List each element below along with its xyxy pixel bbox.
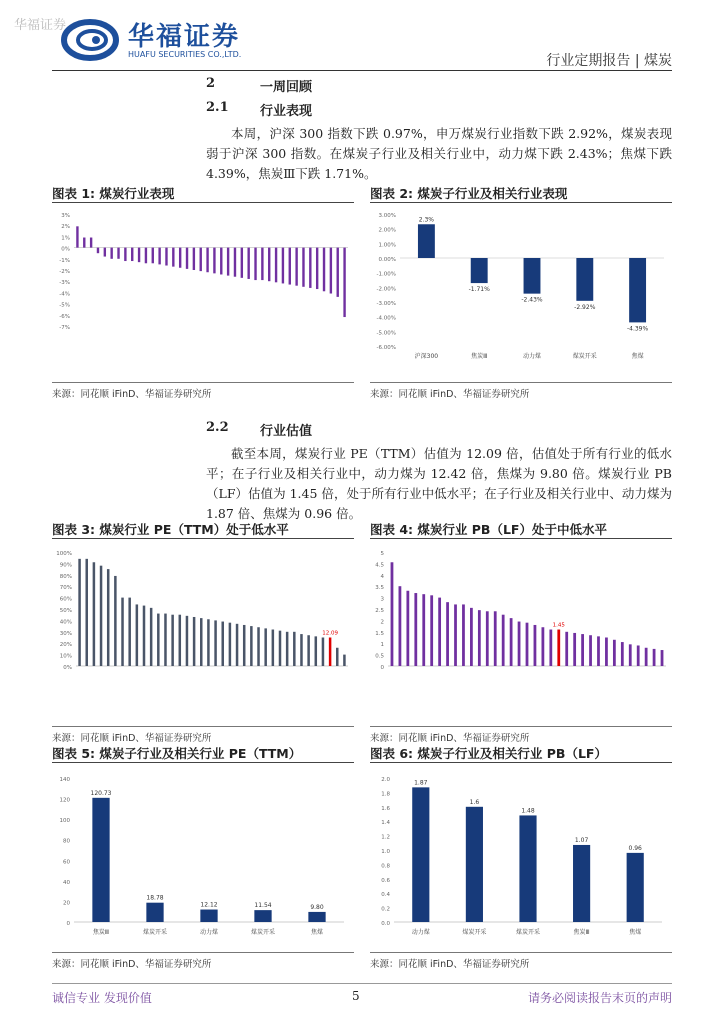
y-tick-label: 40% bbox=[59, 619, 72, 626]
y-tick-label: 0% bbox=[63, 665, 72, 671]
data-label: -1.71% bbox=[468, 286, 490, 294]
y-tick-label: 0.2 bbox=[381, 906, 390, 913]
bar bbox=[307, 635, 310, 666]
bar bbox=[573, 845, 590, 922]
y-tick-label: 100 bbox=[59, 818, 70, 825]
data-label: -4.39% bbox=[626, 325, 649, 333]
bar bbox=[422, 594, 425, 666]
bar bbox=[107, 569, 110, 666]
y-tick-label: -1.00% bbox=[376, 271, 396, 278]
bar bbox=[534, 625, 537, 666]
chart-subindustry-pb-lf bbox=[370, 766, 672, 950]
data-label: 120.73 bbox=[90, 789, 112, 797]
x-tick-label: 煤炭开采 bbox=[515, 929, 541, 936]
subsection-number: 2.1 bbox=[206, 100, 229, 115]
y-tick-label: 0.5 bbox=[375, 653, 384, 660]
y-tick-label: 0% bbox=[61, 246, 70, 253]
bar bbox=[213, 248, 215, 274]
bar bbox=[524, 258, 541, 294]
bar bbox=[157, 614, 160, 666]
bar bbox=[597, 636, 600, 666]
y-tick-label: 0 bbox=[66, 921, 70, 927]
data-label: -2.43% bbox=[521, 296, 543, 304]
bar bbox=[454, 604, 457, 666]
y-tick-label: 4 bbox=[380, 573, 384, 580]
x-tick-label: 煤炭开采 bbox=[462, 929, 487, 936]
data-label: -2.92% bbox=[574, 303, 596, 311]
bar bbox=[629, 258, 646, 322]
y-tick-label: 3.00% bbox=[378, 213, 396, 219]
y-tick-label: 120 bbox=[59, 797, 70, 804]
data-label: 1.48 bbox=[521, 807, 535, 815]
bar bbox=[629, 644, 632, 666]
y-tick-label: 0.00% bbox=[378, 257, 396, 263]
x-tick-label: 焦炭Ⅲ bbox=[471, 353, 488, 360]
figure-2-source: 来源：同花顺 iFinD、华福证券研究所 bbox=[370, 382, 672, 400]
bar bbox=[131, 248, 133, 261]
bar bbox=[124, 248, 126, 261]
bar bbox=[193, 248, 195, 270]
bar bbox=[110, 248, 112, 259]
bar bbox=[412, 787, 429, 922]
y-tick-label: 2% bbox=[61, 224, 70, 231]
bar bbox=[541, 627, 544, 666]
company-name-cn: 华福证券 bbox=[128, 22, 241, 52]
footer-divider bbox=[52, 983, 672, 984]
bar bbox=[295, 248, 297, 286]
bar bbox=[172, 248, 174, 267]
y-tick-label: 50% bbox=[59, 608, 72, 614]
y-tick-label: 1.5 bbox=[375, 630, 384, 637]
bar bbox=[446, 602, 449, 666]
y-tick-label: 70% bbox=[59, 585, 72, 592]
bar bbox=[653, 649, 656, 666]
bar bbox=[289, 248, 291, 285]
bar bbox=[136, 604, 139, 666]
y-tick-label: -6% bbox=[59, 313, 70, 320]
bar bbox=[406, 591, 409, 666]
bar bbox=[471, 258, 488, 283]
bar bbox=[337, 248, 339, 297]
bar bbox=[200, 618, 203, 666]
y-tick-label: -4% bbox=[59, 291, 70, 298]
y-tick-label: 80% bbox=[59, 573, 72, 580]
chart-coal-industry-performance bbox=[52, 206, 354, 382]
bar bbox=[250, 626, 253, 666]
bar bbox=[322, 638, 325, 667]
bar bbox=[179, 615, 182, 666]
highlight-label: 1.45 bbox=[552, 622, 565, 629]
paragraph-valuation: 截至本周，煤炭行业 PE（TTM）估值为 12.09 倍，估值处于所有行业的低水平；在子行业及相关行业中，动力煤为 12.42 倍，焦煤为 9.80 倍。煤炭行业 PB（LF）估值为 1.45 倍，处于所有行业中低水平；在子行业及相关行业中、动力煤为 1.87 倍、焦煤为 0.96 倍。 bbox=[206, 446, 672, 521]
bar bbox=[254, 248, 256, 280]
y-tick-label: 0.4 bbox=[381, 892, 390, 899]
bar bbox=[466, 807, 483, 922]
bar bbox=[573, 633, 576, 666]
y-tick-label: 2.00% bbox=[378, 227, 396, 234]
bar bbox=[510, 618, 513, 666]
y-tick-label: -1% bbox=[59, 257, 70, 264]
bar bbox=[293, 632, 296, 666]
footer-slogan: 诚信专业 发现价值 bbox=[52, 991, 152, 1005]
bar bbox=[279, 631, 282, 666]
y-tick-label: -3.00% bbox=[376, 301, 396, 307]
bar bbox=[275, 248, 277, 283]
y-tick-label: 140 bbox=[59, 777, 70, 783]
data-label: 11.54 bbox=[254, 902, 272, 910]
bar bbox=[186, 616, 189, 666]
watermark: 华福证券 bbox=[14, 18, 67, 33]
x-tick-label: 动力煤 bbox=[522, 353, 542, 360]
y-tick-label: 1 bbox=[380, 642, 384, 649]
figure-5-title: 图表 5: 煤炭子行业及相关行业 PE（TTM） bbox=[52, 744, 354, 763]
bar bbox=[164, 614, 167, 666]
y-tick-label: 1.4 bbox=[381, 820, 390, 827]
y-tick-label: -6.00% bbox=[376, 345, 396, 351]
bar bbox=[143, 606, 146, 666]
page-number: 5 bbox=[352, 989, 360, 1003]
figure-1-title: 图表 1: 煤炭行业表现 bbox=[52, 184, 354, 203]
y-tick-label: -2.00% bbox=[376, 286, 396, 293]
y-tick-label: -3% bbox=[59, 280, 70, 287]
bar bbox=[286, 632, 289, 666]
y-tick-label: 2.0 bbox=[381, 777, 390, 783]
x-tick-label: 煤炭开采 bbox=[142, 929, 168, 936]
bar bbox=[229, 623, 232, 666]
bar bbox=[93, 562, 96, 666]
y-tick-label: 40 bbox=[63, 879, 70, 886]
section-title: 一周回顾 bbox=[260, 80, 313, 95]
bar bbox=[221, 622, 224, 666]
bar bbox=[138, 248, 140, 263]
bar bbox=[83, 238, 85, 248]
bar bbox=[329, 638, 332, 667]
bar bbox=[76, 226, 78, 247]
bar bbox=[343, 655, 346, 666]
figure-6-title: 图表 6: 煤炭子行业及相关行业 PB（LF） bbox=[370, 744, 672, 763]
bar bbox=[220, 248, 222, 275]
y-tick-label: 60% bbox=[59, 596, 72, 603]
highlight-label: 12.09 bbox=[322, 630, 338, 637]
bar bbox=[97, 248, 99, 254]
bar bbox=[100, 566, 103, 666]
bar bbox=[645, 648, 648, 666]
bar bbox=[330, 248, 332, 294]
bar bbox=[438, 598, 441, 666]
figure-4-title: 图表 4: 煤炭行业 PB（LF）处于中低水平 bbox=[370, 520, 672, 539]
y-tick-label: 3.5 bbox=[375, 585, 384, 592]
bar bbox=[247, 248, 249, 279]
bar bbox=[227, 248, 229, 276]
bar bbox=[257, 627, 260, 666]
y-tick-label: 1.00% bbox=[378, 242, 396, 249]
data-label: 1.07 bbox=[574, 836, 589, 844]
bar bbox=[241, 248, 243, 278]
header-divider bbox=[52, 70, 672, 71]
bar bbox=[430, 595, 433, 666]
bar bbox=[207, 619, 210, 666]
bar bbox=[90, 238, 92, 248]
data-label: 2.3% bbox=[418, 216, 435, 224]
bar bbox=[478, 610, 481, 666]
x-tick-label: 焦煤 bbox=[631, 353, 644, 360]
x-tick-label: 焦煤 bbox=[310, 929, 324, 936]
subsection-number: 2.2 bbox=[206, 420, 229, 435]
y-tick-label: 90% bbox=[59, 562, 72, 569]
bar bbox=[179, 248, 181, 268]
bar bbox=[200, 910, 217, 922]
x-tick-label: 动力煤 bbox=[199, 929, 219, 936]
bar bbox=[589, 635, 592, 666]
bar bbox=[502, 615, 505, 666]
company-name-en: HUAFU SECURITIES CO.,LTD. bbox=[128, 50, 242, 59]
bar bbox=[391, 562, 394, 666]
y-tick-label: 60 bbox=[63, 859, 70, 866]
bar bbox=[627, 853, 644, 922]
y-tick-label: 2.5 bbox=[375, 608, 384, 614]
y-tick-label: 0.0 bbox=[381, 921, 390, 927]
y-tick-label: 3% bbox=[61, 213, 70, 219]
bar bbox=[526, 623, 529, 666]
y-tick-label: 30% bbox=[59, 630, 72, 637]
y-tick-label: -4.00% bbox=[376, 315, 396, 322]
bar bbox=[519, 815, 536, 922]
bar bbox=[268, 248, 270, 282]
y-tick-label: -5.00% bbox=[376, 330, 396, 337]
y-tick-label: 4.5 bbox=[375, 562, 384, 569]
y-tick-label: 0.8 bbox=[381, 863, 390, 870]
bar bbox=[613, 640, 616, 666]
y-tick-label: 100% bbox=[56, 551, 72, 557]
y-tick-label: 80 bbox=[63, 838, 70, 845]
bar bbox=[150, 608, 153, 666]
bar bbox=[200, 248, 202, 272]
bar bbox=[92, 798, 109, 922]
bar bbox=[104, 248, 106, 257]
bar bbox=[165, 248, 167, 266]
data-label: 1.6 bbox=[469, 798, 480, 806]
figure-3-title: 图表 3: 煤炭行业 PE（TTM）处于低水平 bbox=[52, 520, 354, 539]
bar bbox=[261, 248, 263, 280]
y-tick-label: 20 bbox=[63, 900, 70, 907]
bar bbox=[171, 615, 174, 666]
chart-subindustry-pe-ttm bbox=[52, 766, 354, 950]
bar bbox=[399, 586, 402, 666]
bar bbox=[343, 248, 345, 317]
bar bbox=[114, 576, 117, 666]
bar bbox=[418, 224, 435, 258]
bar bbox=[637, 645, 640, 666]
section-number: 2 bbox=[206, 76, 216, 91]
bar bbox=[414, 593, 417, 666]
bar bbox=[158, 248, 160, 265]
bar bbox=[300, 634, 303, 666]
bar bbox=[336, 648, 339, 666]
x-tick-label: 动力煤 bbox=[411, 929, 430, 936]
bar bbox=[316, 248, 318, 289]
y-tick-label: -2% bbox=[59, 269, 70, 275]
x-tick-label: 焦炭Ⅲ bbox=[92, 929, 110, 936]
bar bbox=[581, 634, 584, 666]
bar bbox=[193, 617, 196, 666]
bar bbox=[206, 248, 208, 273]
bar bbox=[254, 910, 271, 922]
chart-pb-lf-all-industries bbox=[370, 542, 672, 722]
bar bbox=[186, 248, 188, 269]
bar bbox=[146, 903, 163, 922]
subsection-title: 行业表现 bbox=[260, 104, 313, 119]
x-tick-label: 焦煤 bbox=[629, 929, 642, 936]
bar bbox=[486, 611, 489, 666]
chart-pe-ttm-all-industries bbox=[52, 542, 354, 722]
bar bbox=[78, 559, 81, 666]
footer-disclaimer: 请务必阅读报告末页的声明 bbox=[527, 991, 672, 1005]
bar bbox=[494, 611, 497, 666]
bar bbox=[323, 248, 325, 292]
bar bbox=[518, 622, 521, 666]
y-tick-label: 1.8 bbox=[381, 791, 390, 798]
data-label: 18.78 bbox=[146, 894, 164, 902]
figure-2-title: 图表 2: 煤炭子行业及相关行业表现 bbox=[370, 184, 672, 203]
x-tick-label: 煤炭开采 bbox=[572, 353, 597, 360]
bar bbox=[234, 248, 236, 277]
y-tick-label: -5% bbox=[59, 302, 70, 309]
y-tick-label: 1.0 bbox=[381, 849, 390, 855]
y-tick-label: 5 bbox=[380, 551, 384, 557]
figure-3-source: 来源：同花顺 iFinD、华福证券研究所 bbox=[52, 726, 354, 744]
data-label: 1.87 bbox=[414, 779, 428, 787]
y-tick-label: 10% bbox=[59, 653, 72, 660]
bar bbox=[621, 642, 624, 666]
figure-5-source: 来源：同花顺 iFinD、华福证券研究所 bbox=[52, 952, 354, 970]
x-tick-label: 焦炭Ⅲ bbox=[573, 929, 590, 936]
bar bbox=[309, 248, 311, 288]
bar bbox=[85, 559, 88, 666]
y-tick-label: 1.2 bbox=[381, 834, 390, 841]
paragraph-performance: 本周，沪深 300 指数下跌 0.97%，申万煤炭行业指数下跌 2.92%，煤炭表现弱于沪深 300 指数。在煤炭子行业及相关行业中，动力煤下跌 2.43%；焦煤下跌 4.39%，焦炭Ⅲ下跌 1.71%。 bbox=[206, 126, 672, 181]
figure-6-source: 来源：同花顺 iFinD、华福证券研究所 bbox=[370, 952, 672, 970]
x-tick-label: 煤炭开采 bbox=[250, 929, 276, 936]
data-label: 0.96 bbox=[628, 844, 642, 852]
y-tick-label: 20% bbox=[59, 642, 72, 649]
bar bbox=[462, 604, 465, 666]
bar bbox=[214, 620, 217, 666]
bar bbox=[121, 598, 124, 666]
bar bbox=[315, 636, 318, 666]
data-label: 9.80 bbox=[310, 903, 324, 911]
data-label: 12.12 bbox=[200, 901, 218, 909]
figure-1-source: 来源：同花顺 iFinD、华福证券研究所 bbox=[52, 382, 354, 400]
chart-subindustry-performance bbox=[370, 206, 672, 382]
figure-4-source: 来源：同花顺 iFinD、华福证券研究所 bbox=[370, 726, 672, 744]
bar bbox=[661, 650, 664, 666]
bar bbox=[128, 598, 131, 666]
bar bbox=[549, 630, 552, 666]
bar bbox=[557, 630, 560, 666]
bar bbox=[576, 258, 593, 301]
bar bbox=[236, 624, 239, 666]
bar bbox=[264, 628, 267, 666]
bar bbox=[272, 630, 275, 666]
subsection-title: 行业估值 bbox=[260, 424, 313, 439]
bar bbox=[145, 248, 147, 264]
y-tick-label: 1.6 bbox=[381, 805, 390, 812]
bar bbox=[117, 248, 119, 259]
y-tick-label: 2 bbox=[380, 619, 384, 626]
y-tick-label: 3 bbox=[380, 596, 384, 603]
y-tick-label: 1% bbox=[61, 235, 70, 242]
bar bbox=[565, 632, 568, 666]
y-tick-label: 0 bbox=[380, 665, 384, 671]
bar bbox=[470, 608, 473, 666]
bar bbox=[605, 638, 608, 667]
report-type: 行业定期报告 | 煤炭 bbox=[546, 53, 672, 69]
y-tick-label: -7% bbox=[59, 325, 70, 331]
bar bbox=[302, 248, 304, 287]
bar bbox=[152, 248, 154, 264]
bar bbox=[243, 625, 246, 666]
bar bbox=[308, 912, 325, 922]
x-tick-label: 沪深300 bbox=[414, 353, 439, 360]
y-tick-label: 0.6 bbox=[381, 877, 390, 884]
bar bbox=[282, 248, 284, 284]
